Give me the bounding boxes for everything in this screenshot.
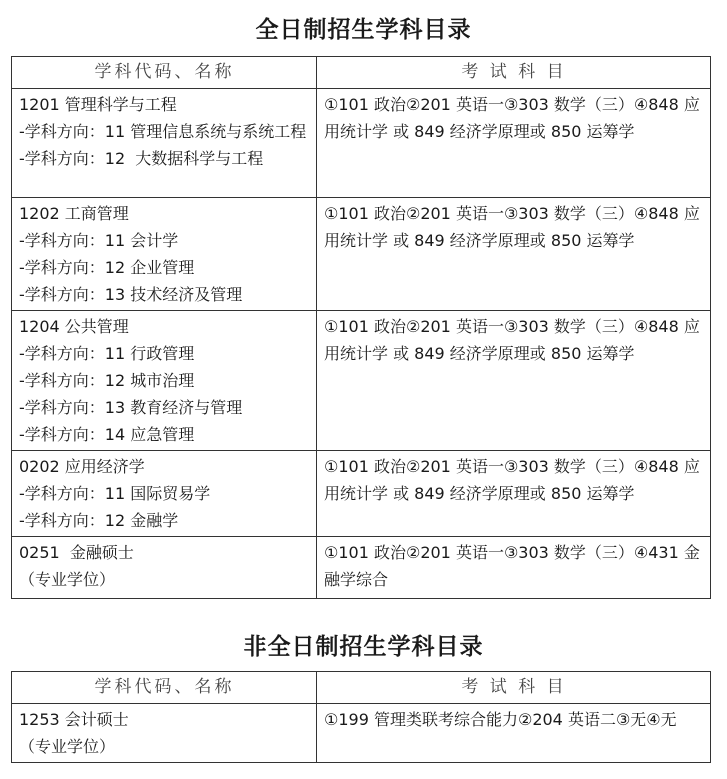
parttime-catalog-table — [11, 671, 711, 763]
subject-line: 0202 应用经济学 — [19, 457, 145, 476]
exam-cell — [317, 311, 711, 451]
subject-line: -学科方向：12 城市治理 — [19, 371, 195, 390]
subject-line: -学科方向：11 行政管理 — [19, 344, 195, 363]
subject-line: -学科方向：12 金融学 — [19, 511, 179, 530]
table-header-row — [12, 672, 711, 704]
subject-cell — [12, 311, 317, 451]
page-title-fulltime: 全日制招生学科目录 — [255, 17, 472, 43]
exam-cell — [317, 537, 711, 599]
subject-cell — [12, 537, 317, 599]
exam-cell — [317, 704, 711, 763]
table-header-row — [12, 57, 711, 89]
exam-cell — [317, 89, 711, 198]
table-row — [12, 198, 711, 311]
exam-subjects: ①101 政治②201 英语一③303 数学（三）④848 应用统计学 或 849 经济学原理或 850 运筹学 — [324, 95, 700, 141]
header-subject-code: 学科代码、名称 — [12, 672, 317, 704]
header-exam-subjects: 考 试 科 目 — [317, 672, 711, 704]
exam-subjects: ①101 政治②201 英语一③303 数学（三）④848 应用统计学 或 849 经济学原理或 850 运筹学 — [324, 204, 700, 250]
subject-line: -学科方向：14 应急管理 — [19, 425, 195, 444]
subject-cell — [12, 451, 317, 537]
subject-cell — [12, 198, 317, 311]
subject-line: -学科方向：12 企业管理 — [19, 258, 195, 277]
exam-subjects: ①101 政治②201 英语一③303 数学（三）④848 应用统计学 或 849 经济学原理或 850 运筹学 — [324, 457, 700, 503]
subject-line: -学科方向：11 管理信息系统与系统工程 — [19, 122, 307, 141]
exam-cell — [317, 198, 711, 311]
subject-cell — [12, 704, 317, 763]
exam-subjects: ①199 管理类联考综合能力②204 英语二③无④无 — [324, 710, 677, 729]
exam-subjects: ①101 政治②201 英语一③303 数学（三）④848 应用统计学 或 849 经济学原理或 850 运筹学 — [324, 317, 700, 363]
subject-line: 1202 工商管理 — [19, 204, 129, 223]
subject-line: -学科方向：11 会计学 — [19, 231, 179, 250]
subject-line: -学科方向：13 技术经济及管理 — [19, 285, 243, 304]
subject-line: 1204 公共管理 — [19, 317, 129, 336]
subject-line: -学科方向：12 大数据科学与工程 — [19, 149, 264, 168]
exam-subjects: ①101 政治②201 英语一③303 数学（三）④431 金融学综合 — [324, 543, 700, 589]
table-row — [12, 311, 711, 451]
subject-line: -学科方向：13 教育经济与管理 — [19, 398, 243, 417]
table-row — [12, 537, 711, 599]
header-subject-code: 学科代码、名称 — [12, 57, 317, 89]
subject-line: （专业学位） — [19, 737, 116, 756]
fulltime-catalog-table — [11, 56, 711, 599]
subject-line: 1253 会计硕士 — [19, 710, 129, 729]
subject-line: -学科方向：11 国际贸易学 — [19, 484, 211, 503]
page-title-parttime: 非全日制招生学科目录 — [243, 634, 484, 660]
table-row — [12, 89, 711, 198]
subject-line: （专业学位） — [19, 570, 116, 589]
exam-cell — [317, 451, 711, 537]
subject-cell — [12, 89, 317, 198]
subject-line: 1201 管理科学与工程 — [19, 95, 177, 114]
table-row — [12, 704, 711, 763]
header-exam-subjects: 考 试 科 目 — [317, 57, 711, 89]
table-row — [12, 451, 711, 537]
subject-line: 0251 金融硕士 — [19, 543, 134, 562]
